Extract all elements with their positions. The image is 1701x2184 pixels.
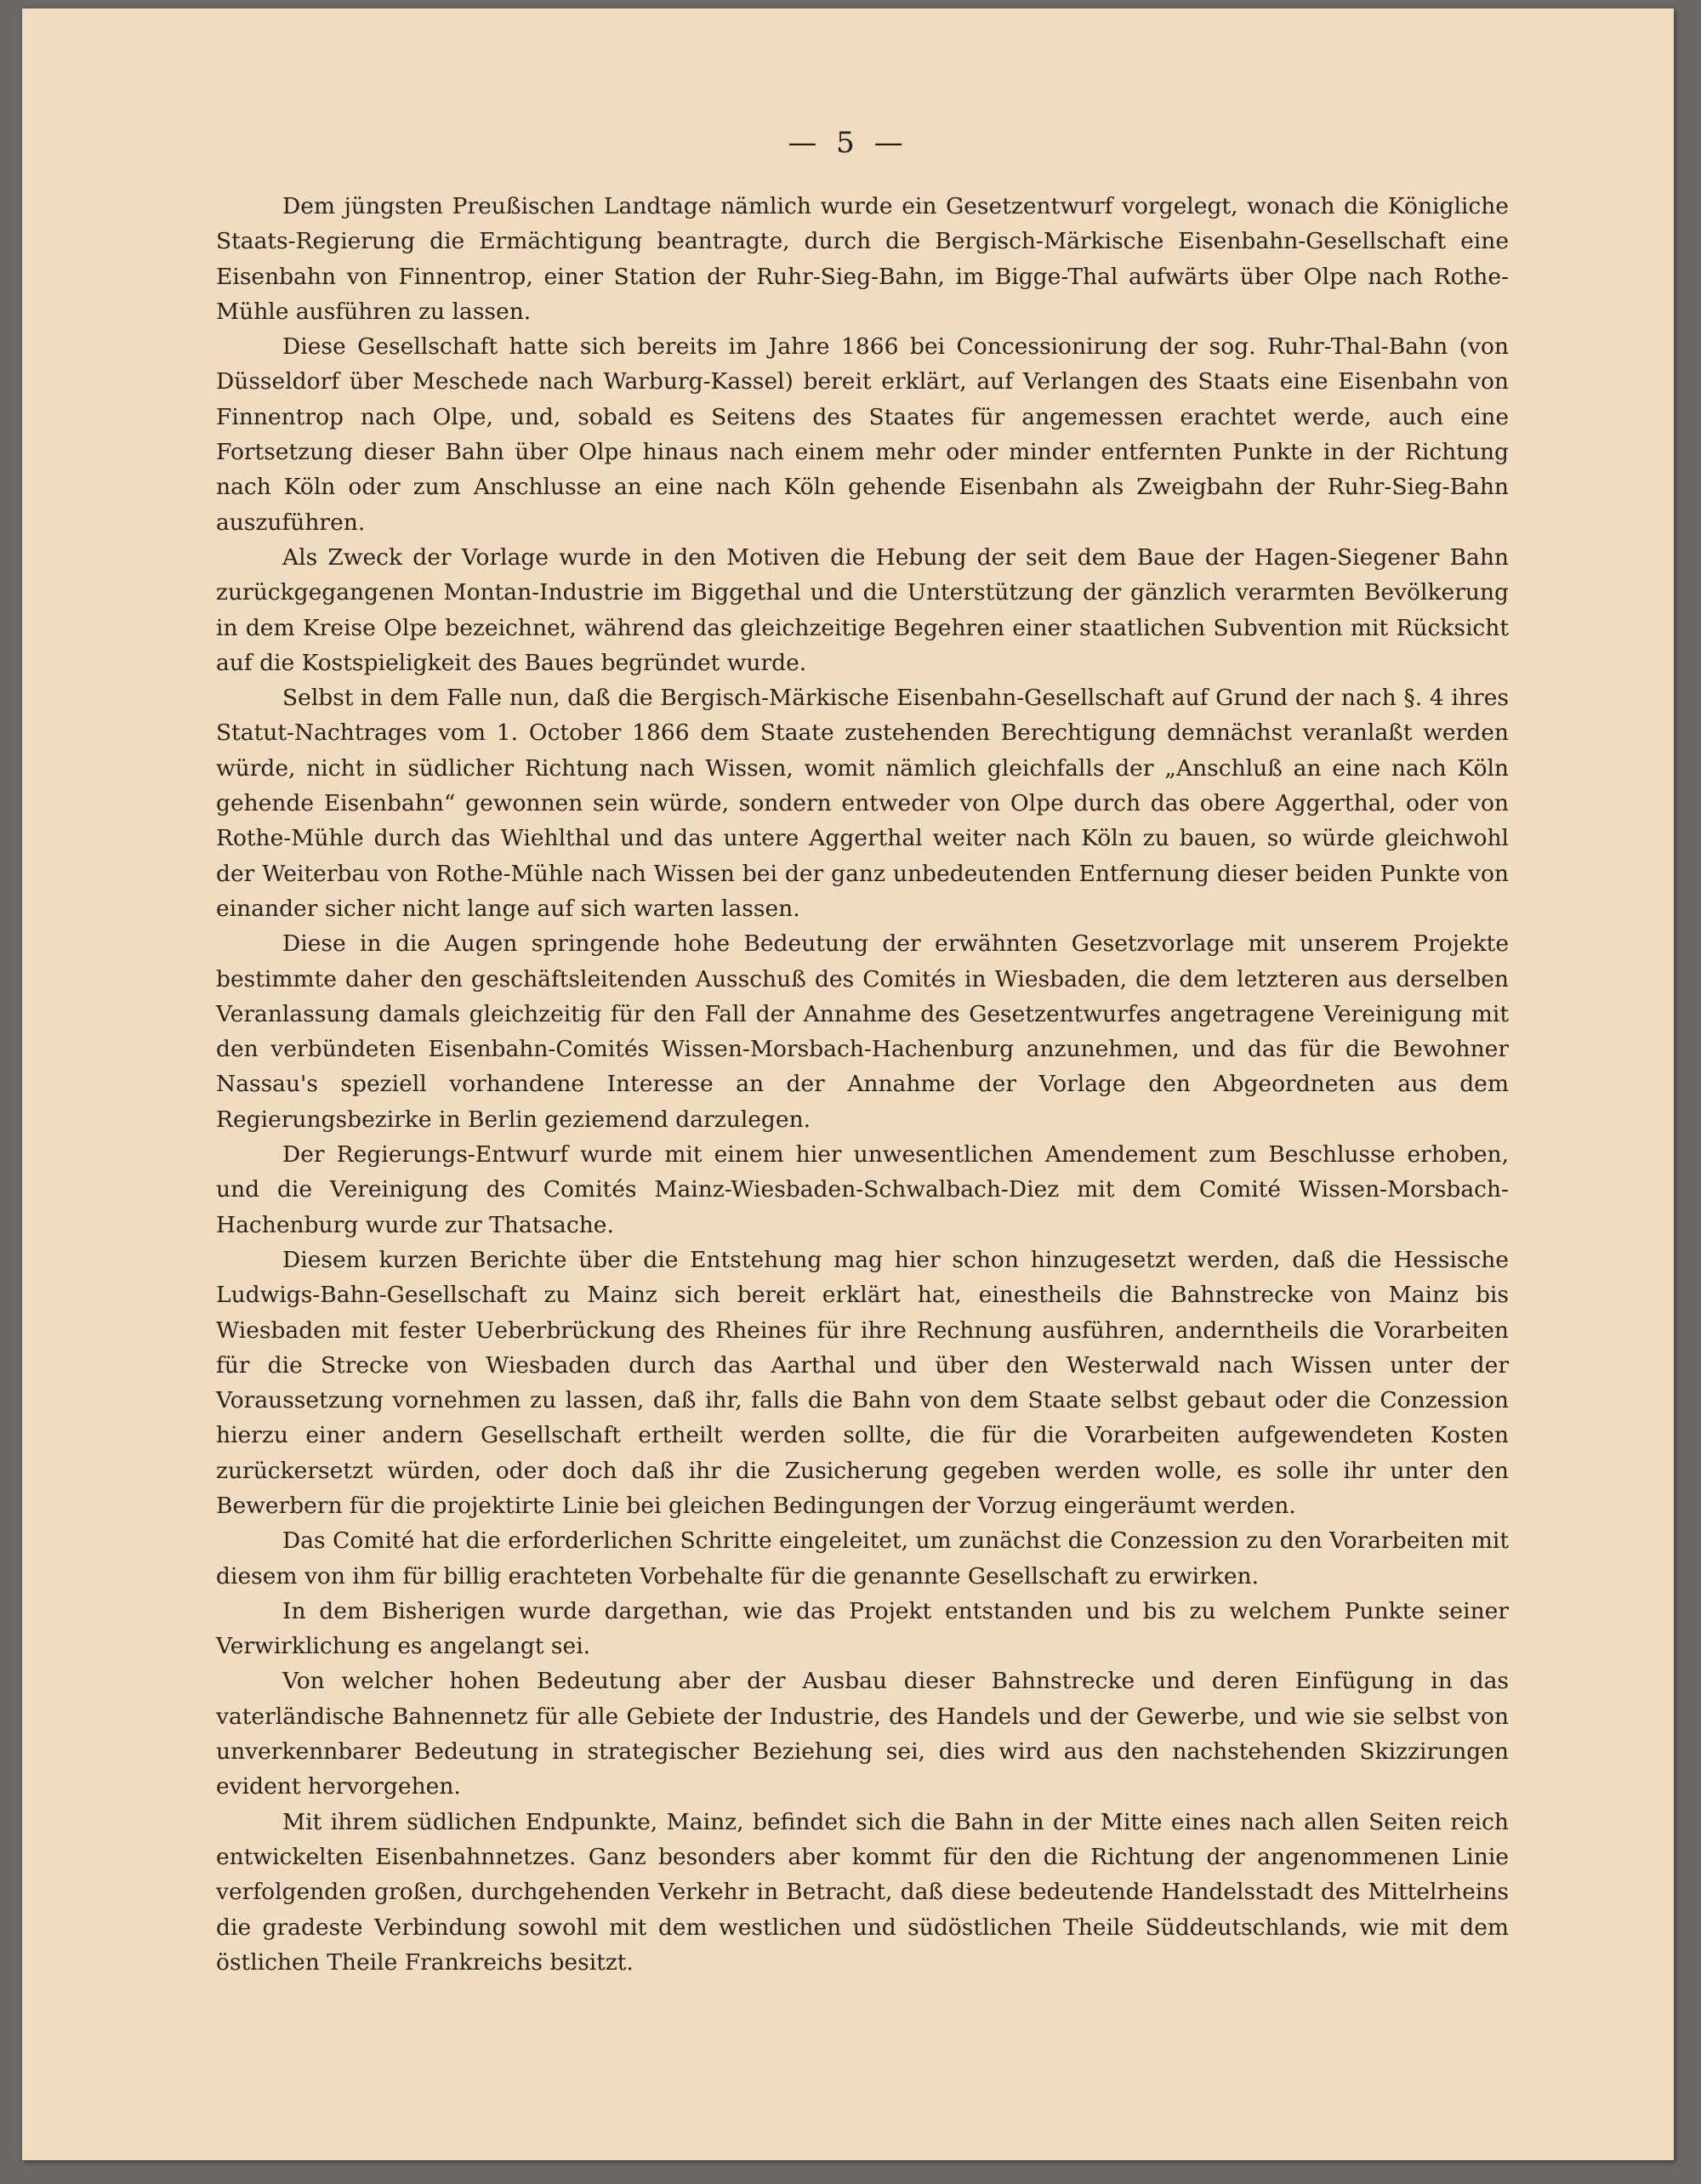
paragraph: Diese in die Augen springende hohe Bedeutung der erwähnten Gesetzvorlage mit unserem Projekte bestimmte daher den geschäftsleitenden Ausschuß des Comités in Wiesbaden, die dem letzteren aus derselben Veranlassung damals gleichzeitig für den Fall der Annahme des Gesetzentwurfes angetragene Vereinigung mit den verbündeten Eisenbahn-Comités Wissen-Morsbach-Hachenburg anzunehmen, und das für die Bewohner Nassau's speziell vorhandene Interesse an der Annahme der Vorlage den Abgeordneten aus dem Regierungsbezirke in Berlin geziemend darzulegen. [216, 930, 1509, 1133]
page-number: — 5 — [788, 126, 908, 160]
paragraph: Der Regierungs-Entwurf wurde mit einem hier unwesentlichen Amendement zum Beschlusse erhoben, und die Vereinigung des Comités Mainz-Wiesbaden-Schwalbach-Diez mit dem Comité Wissen-Morsbach-Hachenburg wurde zur Thatsache. [216, 1141, 1509, 1238]
body-text [216, 189, 1509, 1980]
paragraph: Mit ihrem südlichen Endpunkte, Mainz, befindet sich die Bahn in der Mitte eines nach allen Seiten reich entwickelten Eisenbahnnetzes. Ganz besonders aber kommt für den die Richtung der angenommenen Linie verfolgenden großen, durchgehenden Verkehr in Betracht, daß diese bedeutende Handelsstadt des Mittelrheins die gradeste Verbindung sowohl mit dem westlichen und südöstlichen Theile Süddeutschlands, wie mit dem östlichen Theile Frankreichs besitzt. [216, 1808, 1509, 1976]
paragraph: Selbst in dem Falle nun, daß die Bergisch-Märkische Eisenbahn-Gesellschaft auf Grund der nach §. 4 ihres Statut-Nachtrages vom 1. October 1866 dem Staate zustehenden Berechtigung demnächst veranlaßt werden würde, nicht in südlicher Richtung nach Wissen, womit nämlich gleichfalls der „Anschluß an eine nach Köln gehende Eisenbahn“ gewonnen sein würde, sondern entweder von Olpe durch das obere Aggerthal, oder von Rothe-Mühle durch das Wiehlthal und das untere Aggerthal weiter nach Köln zu bauen, so würde gleichwohl der Weiterbau von Rothe-Mühle nach Wissen bei der ganz unbedeutenden Entfernung dieser beiden Punkte von einander sicher nicht lange auf sich warten lassen. [216, 685, 1509, 922]
paragraph: Diesem kurzen Berichte über die Entstehung mag hier schon hinzugesetzt werden, daß die Hessische Ludwigs-Bahn-Gesellschaft zu Mainz sich bereit erklärt hat, einestheils die Bahnstrecke von Mainz bis Wiesbaden mit fester Ueberbrückung des Rheines für ihre Rechnung ausführen, anderntheils die Vorarbeiten für die Strecke von Wiesbaden durch das Aarthal und über den Westerwald nach Wissen unter der Voraussetzung vornehmen zu lassen, daß ihr, falls die Bahn von dem Staate selbst gebaut oder die Conzession hierzu einer andern Gesellschaft ertheilt werden sollte, die für die Vorarbeiten aufgewendeten Kosten zurückersetzt würden, oder doch daß ihr die Zusicherung gegeben werden wolle, es solle ihr unter den Bewerbern für die projektirte Linie bei gleichen Bedingungen der Vorzug eingeräumt werden. [216, 1246, 1509, 1519]
document-page [22, 9, 1674, 2160]
paragraph: Das Comité hat die erforderlichen Schritte eingeleitet, um zunächst die Conzession zu den Vorarbeiten mit diesem von ihm für billig erachteten Vorbehalte für die genannte Gesellschaft zu erwirken. [216, 1527, 1509, 1590]
paragraph: Dem jüngsten Preußischen Landtage nämlich wurde ein Gesetzentwurf vorgelegt, wonach die Königliche Staats-Regierung die Ermächtigung beantragte, durch die Bergisch-Märkische Eisenbahn-Gesellschaft eine Eisenbahn von Finnentrop, einer Station der Ruhr-Sieg-Bahn, im Bigge-Thal aufwärts über Olpe nach Rothe-Mühle ausführen zu lassen. [216, 193, 1509, 325]
paragraph: Von welcher hohen Bedeutung aber der Ausbau dieser Bahnstrecke und deren Einfügung in das vaterländische Bahnennetz für alle Gebiete der Industrie, des Handels und der Gewerbe, und wie sie selbst von unverkennbarer Bedeutung in strategischer Beziehung sei, dies wird aus den nachstehenden Skizzirungen evident hervorgehen. [216, 1668, 1509, 1800]
paragraph: In dem Bisherigen wurde dargethan, wie das Projekt entstanden und bis zu welchem Punkte seiner Verwirklichung es angelangt sei. [216, 1597, 1509, 1660]
paragraph: Als Zweck der Vorlage wurde in den Motiven die Hebung der seit dem Baue der Hagen-Siegener Bahn zurückgegangenen Montan-Industrie im Biggethal und die Unterstützung der gänzlich verarmten Bevölkerung in dem Kreise Olpe bezeichnet, während das gleichzeitige Begehren einer staatlichen Subvention mit Rücksicht auf die Kostspieligkeit des Baues begründet wurde. [216, 543, 1509, 676]
paragraph: Diese Gesellschaft hatte sich bereits im Jahre 1866 bei Concessionirung der sog. Ruhr-Thal-Bahn (von Düsseldorf über Meschede nach Warburg-Kassel) bereit erklärt, auf Verlangen des Staats eine Eisenbahn von Finnentrop nach Olpe, und, sobald es Seitens des Staates für angemessen erachtet werde, auch eine Fortsetzung dieser Bahn über Olpe hinaus nach einem mehr oder minder entfernten Punkte in der Richtung nach Köln oder zum Anschlusse an eine nach Köln gehende Eisenbahn als Zweigbahn der Ruhr-Sieg-Bahn auszuführen. [216, 333, 1509, 536]
